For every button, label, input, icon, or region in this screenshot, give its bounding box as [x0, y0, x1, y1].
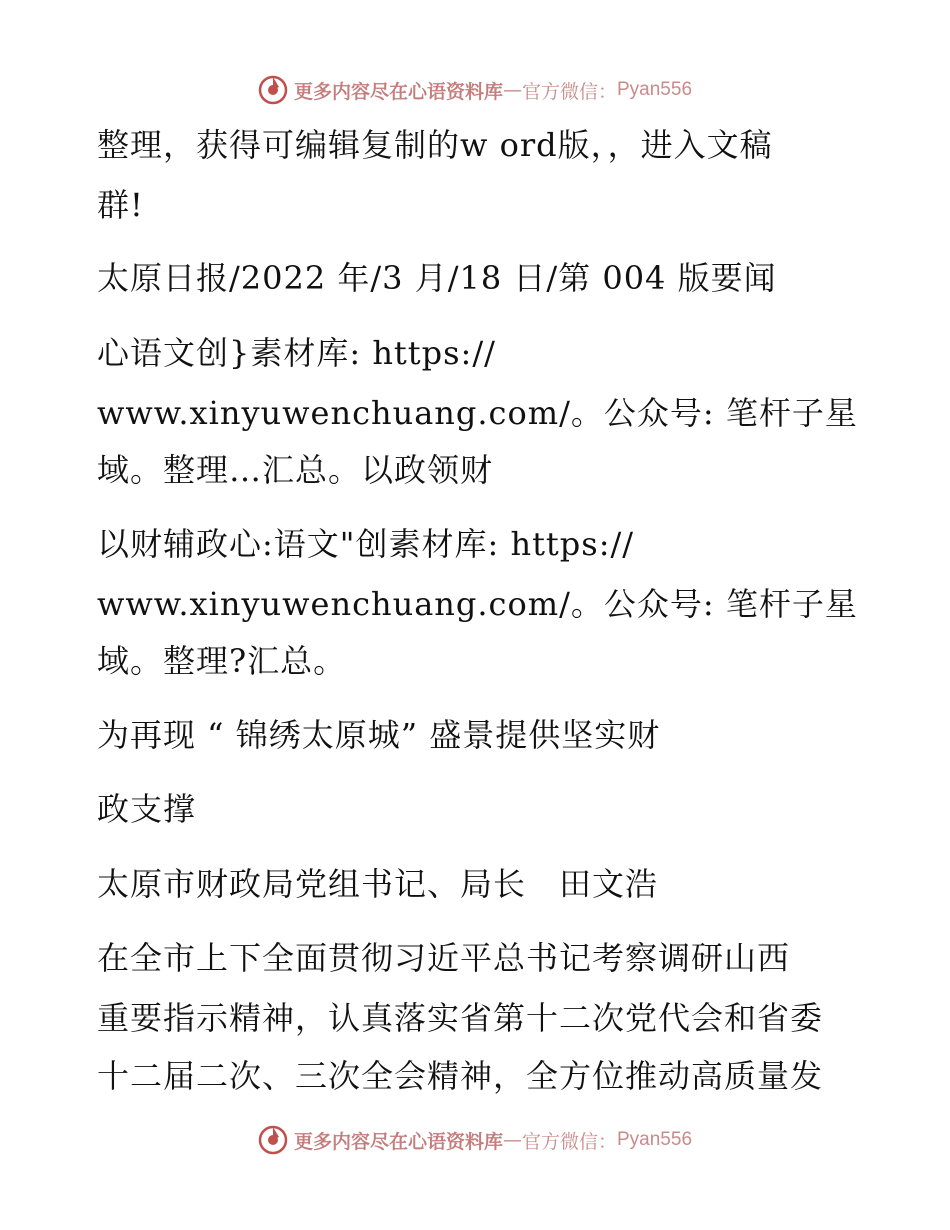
- watermark-official: 官方微信：: [521, 80, 617, 103]
- footer-watermark: [0, 1120, 950, 1160]
- body-line: 政支撑: [97, 790, 197, 828]
- watermark-separator: —: [502, 1129, 522, 1151]
- watermark-separator: —: [502, 79, 522, 101]
- body-line: 域。整理…汇总。以政领财: [97, 451, 494, 489]
- body-line: 为再现 “ 锦绣太原城” 盛景提供坚实财: [97, 716, 661, 754]
- body-line: 重要指示精神，认真落实省第十二次党代会和省委: [97, 999, 824, 1037]
- watermark-brand: 更多内容尽在心语资料库: [293, 80, 503, 103]
- body-line: 心语文创}素材库: https://: [97, 334, 496, 372]
- body-line: 十二届二次、三次全会精神，全方位推动高质量发: [97, 1057, 824, 1095]
- body-line: 太原日报/2022 年/3 月/18 日/第 004 版要闻: [97, 259, 777, 297]
- body-line: 太原市财政局党组书记、局长 田文浩: [97, 865, 659, 903]
- watermark-brand: 更多内容尽在心语资料库: [293, 1130, 503, 1153]
- body-line: www.xinyuwenchuang.com/。公众号: 笔杆子星: [97, 394, 858, 432]
- body-line: 在全市上下全面贯彻习近平总书记考察调研山西: [97, 939, 791, 977]
- watermark-wechat-id: Pyan556: [617, 79, 693, 100]
- header-watermark: [0, 70, 950, 110]
- watermark-official: 官方微信：: [521, 1130, 617, 1153]
- body-line: 整理，获得可编辑复制的w ord版，，进入文稿: [97, 126, 773, 164]
- body-line: 群!: [97, 186, 144, 224]
- body-line: www.xinyuwenchuang.com/。公众号: 笔杆子星: [97, 585, 858, 623]
- watermark-wechat-id: Pyan556: [617, 1129, 693, 1150]
- body-line: 以财辅政心:语文"创素材库: https://: [97, 525, 635, 563]
- brand-logo-icon: [258, 1125, 288, 1155]
- brand-logo-icon: [258, 75, 288, 105]
- body-line: 域。整理?汇总。: [97, 642, 347, 680]
